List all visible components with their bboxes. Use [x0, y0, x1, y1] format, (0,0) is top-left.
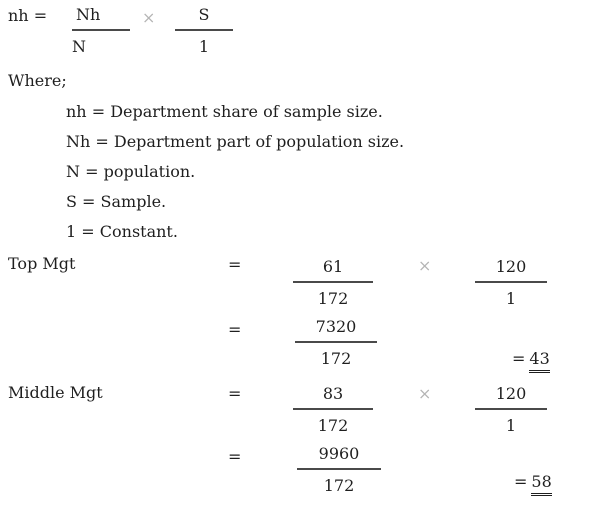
equals-sign: = [228, 255, 242, 274]
equals-sign: = [512, 349, 526, 368]
definition-n: N = population. [66, 162, 196, 181]
calc-result-middle-mgt [514, 472, 552, 496]
result-value: 43 [529, 349, 549, 373]
fraction-numerator: 7320 [295, 317, 377, 343]
fraction-7320-over-172 [295, 317, 377, 369]
calc-result-top-mgt [512, 349, 550, 373]
multiply-sign: × [418, 256, 432, 275]
fraction-denominator: N [72, 37, 86, 56]
fraction-denominator: 172 [317, 289, 349, 308]
definition-constant: 1 = Constant. [66, 222, 178, 241]
equals-sign: = [514, 472, 528, 491]
fraction-61-over-172 [293, 257, 373, 309]
result-value: 58 [531, 472, 551, 496]
equals-sign: = [228, 447, 242, 466]
fraction-numerator: 120 [475, 384, 547, 410]
multiply-sign: × [418, 384, 432, 403]
calc-label-middle-mgt: Middle Mgt [8, 383, 103, 402]
fraction-denominator: 172 [323, 476, 355, 495]
fraction-denominator: 172 [317, 416, 349, 435]
equals-sign: = [228, 320, 242, 339]
fraction-denominator: 1 [505, 416, 517, 435]
fraction-denominator: 1 [198, 37, 210, 56]
fraction-numerator: S [175, 5, 233, 31]
formula-lhs: nh = [8, 6, 48, 25]
where-label: Where; [8, 71, 67, 90]
fraction-numerator: 61 [293, 257, 373, 283]
equals-sign: = [228, 384, 242, 403]
definition-s: S = Sample. [66, 192, 167, 211]
definition-capital-nh: Nh = Department part of population size. [66, 132, 405, 151]
fraction-denominator: 1 [505, 289, 517, 308]
fraction-83-over-172 [293, 384, 373, 436]
fraction-numerator: 9960 [297, 444, 381, 470]
fraction-numerator: Nh [72, 5, 130, 31]
fraction-120-over-1 [475, 384, 547, 436]
fraction-numerator: 83 [293, 384, 373, 410]
formula-fraction-s-over-1 [175, 5, 233, 57]
multiply-sign: × [142, 8, 156, 27]
fraction-denominator: 172 [320, 349, 352, 368]
calc-label-top-mgt: Top Mgt [8, 254, 76, 273]
fraction-9960-over-172 [297, 444, 381, 496]
formula-fraction-nh-over-n [72, 5, 130, 57]
definition-nh: nh = Department share of sample size. [66, 102, 383, 121]
fraction-numerator: 120 [475, 257, 547, 283]
fraction-120-over-1 [475, 257, 547, 309]
